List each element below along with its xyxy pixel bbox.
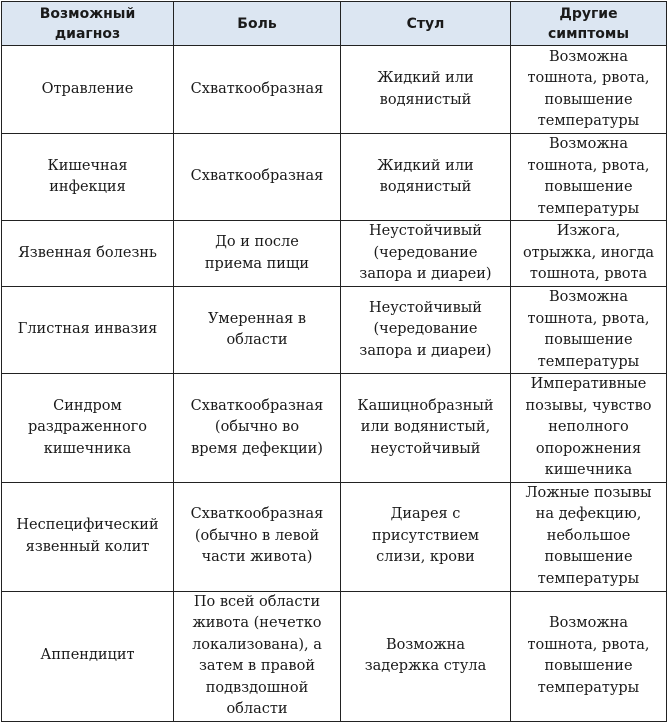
pain-cell: Умеренная в области xyxy=(174,287,341,374)
stool-cell: Неустойчивый (чередование запора и диареи) xyxy=(341,287,511,374)
header-stool: Стул xyxy=(341,2,511,46)
stool-cell: Жидкий или водянистый xyxy=(341,134,511,221)
diagnosis-cell: Синдром раздраженного кишечника xyxy=(2,374,174,483)
pain-cell: Схваткообразная xyxy=(174,134,341,221)
pain-cell: Схваткообразная xyxy=(174,46,341,134)
diagnosis-cell: Неспецифический язвенный колит xyxy=(2,482,174,591)
table-row xyxy=(2,374,667,483)
stool-cell: Кашицнобразный или водянистый, неустойчивый xyxy=(341,374,511,483)
other-symptoms-cell: Возможна тошнота, рвота, повышение температуры xyxy=(511,134,667,221)
diagnosis-cell: Отравление xyxy=(2,46,174,134)
other-symptoms-cell: Ложные позывы на дефекцию, небольшое повышение температуры xyxy=(511,482,667,591)
header-diagnosis: Возможный диагноз xyxy=(2,2,174,46)
other-symptoms-cell: Возможна тошнота, рвота, повышение температуры xyxy=(511,591,667,721)
diagnosis-cell: Язвенная болезнь xyxy=(2,221,174,287)
other-symptoms-cell: Изжога, отрыжка, иногда тошнота, рвота xyxy=(511,221,667,287)
table-row xyxy=(2,134,667,221)
stool-cell: Жидкий или водянистый xyxy=(341,46,511,134)
diagnosis-table xyxy=(1,1,667,722)
pain-cell: По всей области живота (нечетко локализована), а затем в правой подвздошной области xyxy=(174,591,341,721)
header-other-symptoms: Другие симптомы xyxy=(511,2,667,46)
pain-cell: Схваткообразная (обычно в левой части живота) xyxy=(174,482,341,591)
other-symptoms-cell: Возможна тошнота, рвота, повышение температуры xyxy=(511,46,667,134)
stool-cell: Неустойчивый (чередование запора и диареи) xyxy=(341,221,511,287)
pain-cell: Схваткообразная (обычно во время дефекции) xyxy=(174,374,341,483)
table-row xyxy=(2,482,667,591)
diagnosis-cell: Глистная инвазия xyxy=(2,287,174,374)
header-pain: Боль xyxy=(174,2,341,46)
stool-cell: Возможна задержка стула xyxy=(341,591,511,721)
diagnosis-cell: Аппендицит xyxy=(2,591,174,721)
table-row xyxy=(2,46,667,134)
stool-cell: Диарея с присутствием слизи, крови xyxy=(341,482,511,591)
table-row xyxy=(2,591,667,721)
header-row xyxy=(2,2,667,46)
pain-cell: До и после приема пищи xyxy=(174,221,341,287)
other-symptoms-cell: Императивные позывы, чувство неполного опорожнения кишечника xyxy=(511,374,667,483)
other-symptoms-cell: Возможна тошнота, рвота, повышение температуры xyxy=(511,287,667,374)
table-row xyxy=(2,221,667,287)
diagnosis-cell: Кишечная инфекция xyxy=(2,134,174,221)
table-row xyxy=(2,287,667,374)
